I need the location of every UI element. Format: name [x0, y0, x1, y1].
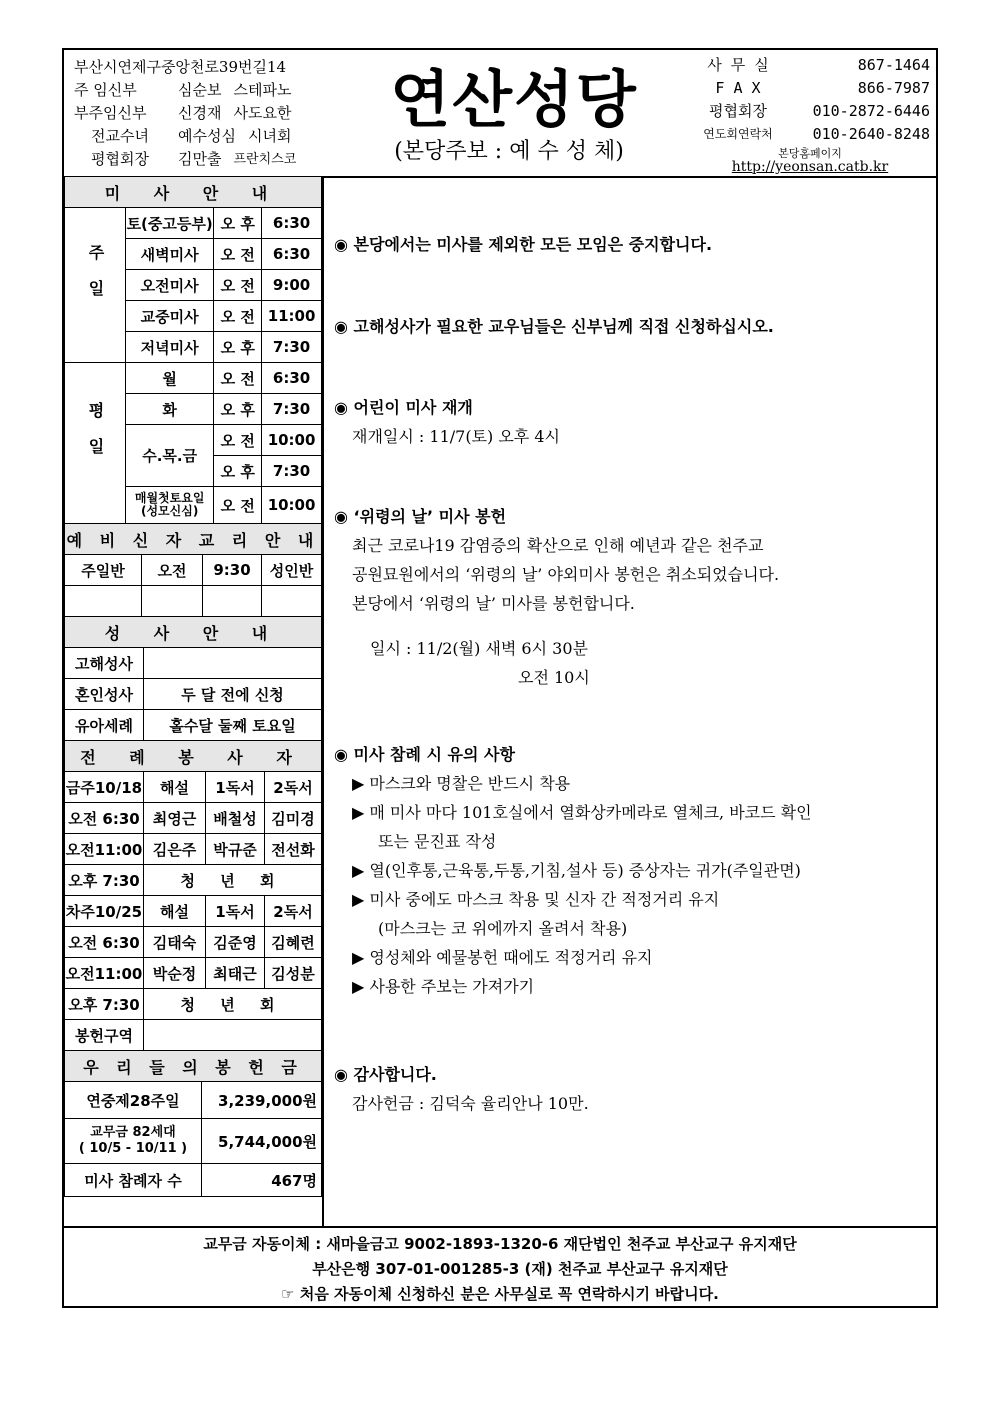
catechumen-heading: 예 비 신 자 교 리 안 내 [65, 524, 322, 555]
bank-line: 부산은행 307-01-001285-3 (재) 천주교 부산교구 유지재단 [312, 1260, 728, 1278]
notice-meetings: ◉ 본당에서는 미사를 제외한 모든 모임은 중지합니다. [334, 235, 713, 254]
contact-info: 사 무 실 867-1464 F A X 866-7987 평협회장 010-2872-6446 연도회연락처 010-2640-8248 본당홈페이지 http://yeonsan.catb.kr [690, 54, 930, 175]
footer [64, 1226, 936, 1308]
notice-confession: ◉ 고해성사가 필요한 교우님들은 신부님께 직접 신청하십시오. [334, 317, 774, 336]
info-sidebar [64, 176, 324, 1226]
notice-children-mass: ◉ 어린이 미사 재개 재개일시 : 11/7(토) 오후 4시 [334, 398, 560, 446]
staff-row: 부주임신부 신경재 사도요한 [74, 104, 292, 122]
contact-request-line: ☞ 처음 자동이체 신청하신 분은 사무실로 꼭 연락하시기 바랍니다. [281, 1285, 719, 1303]
sunday-label: 주일 [65, 208, 126, 363]
offering-table: 우 리 들 의 봉 헌 금 연중제28주일 3,239,000원 교무금 82세대 ( 10/5 - 10/11 ) 5,744,000원 미사 참례자 수 467명 [64, 1050, 322, 1197]
bulletin-page [62, 48, 938, 1308]
staff-row: 평협회장 김만출 프란치스코 [91, 150, 297, 168]
offering-heading: 우 리 들 의 봉 헌 금 [65, 1051, 322, 1082]
notice-thanks: ◉ 감사합니다. 감사헌금 : 김덕숙 율리안나 10만. [334, 1065, 589, 1113]
servers-table: 전 례 봉 사 자 금주10/18 해설 1독서 2독서 오전 6:30 최영근 배철성 김미경 오전11:00 김은주 박규준 전선화 오후 7:30 청 년 회 차주10/25 해설 1독서 2독서 오전 6:30 김태숙 김준영 김혜련 오전11:00 박순정 최태근 김성분 오후 7:30 청 년 회 봉헌구역 [64, 740, 322, 1051]
address: 부산시연제구중앙천로39번길14 [74, 58, 287, 76]
notice-mass-guidelines: ◉ 미사 참례 시 유의 사항 ▶ 마스크와 명찰은 반드시 착용 ▶ 매 미사 마다 101호실에서 열화상카메라로 열체크, 바코드 확인 또는 문진표 작성 ▶ 열(인후통,근육통,두통,기침,설사 등) 증상자는 귀가(주일관면) ▶ 미사 중에도 마스크 착용 및 신자 간 적정거리 유지 (마스크는 코 위에까지 올려서 착용) ▶ 영성체와 예물봉헌 때에도 적정거리 유지 ▶ 사용한 주보는 가져가기 [334, 745, 812, 996]
sacrament-heading: 성 사 안 내 [65, 617, 322, 648]
sacrament-table: 성 사 안 내 고해성사 혼인성사 두 달 전에 신청 유아세례 홀수달 둘째 토요일 [64, 616, 322, 741]
bulletin-subtitle: (본당주보 : 예 수 성 체) [394, 139, 624, 164]
notice-all-souls: ◉ ‘위령의 날’ 미사 봉헌 최근 코로나19 감염증의 확산으로 인해 예년과 같은 천주교 공원묘원에서의 ‘위령의 날’ 야외미사 봉헌은 취소되었습니다. 본당에서 ‘위령의 날’ 미사를 봉헌합니다. 일시 : 11/2(월) 새벽 6시 30분 오전 10시 [334, 507, 780, 687]
homepage-link[interactable]: http://yeonsan.catb.kr [731, 159, 889, 175]
staff-row: 전교수녀 예수성심 시녀회 [91, 127, 292, 145]
auto-transfer-line: 교무금 자동이체 : 새마을금고 9002-1893-1320-6 재단법인 천주교 부산교구 유지재단 [203, 1235, 797, 1253]
header [64, 50, 936, 178]
parish-title: 연산성당 [390, 63, 638, 136]
mass-heading: 미 사 안 내 [65, 177, 322, 208]
mass-schedule-table: 미 사 안 내 주일 토(중고등부) 오 후 6:30 새벽미사 오 전 6:30 오전미사 오 전 9:00 교중미사 오 전 11:00 저녁미사 오 후 7:30 평일 월 오 전 6:30 화 오 후 7:30 수.목.금 오 전 10:00 오 후 7:30 매월첫토요일 (성모신심) 오 전 10:00 [64, 176, 322, 524]
weekday-label: 평일 [65, 363, 126, 524]
parish-info [74, 56, 334, 171]
catechumen-table: 예 비 신 자 교 리 안 내 주일반 오전 9:30 성인반 [64, 523, 322, 617]
staff-row: 주 임신부 심순보 스테파노 [74, 81, 292, 99]
homepage-label: 본당홈페이지 [778, 147, 842, 160]
servers-heading: 전 례 봉 사 자 [65, 741, 322, 772]
